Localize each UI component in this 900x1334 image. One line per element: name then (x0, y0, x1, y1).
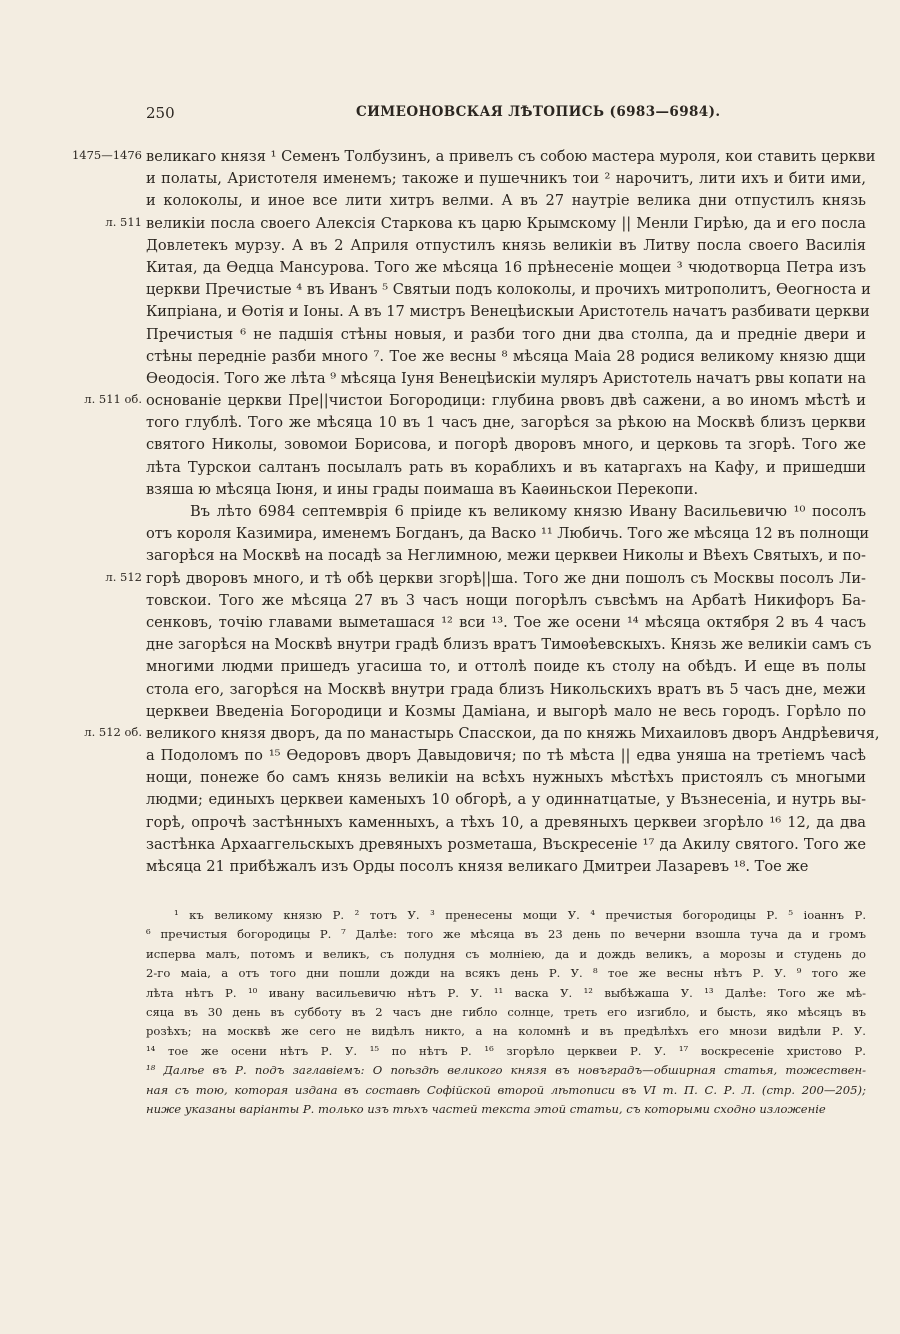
margin-note: 1475—1476 (71, 148, 142, 162)
text-line: многими людми пришедъ угасиша то, и оттолѣ поиде къ столу на обѣдъ. И еще въ полы (146, 658, 866, 676)
margin-note: л. 511 (105, 214, 142, 229)
text-line: церкви Пречистые ⁴ въ Иванъ ⁵ Святыи подъ колоколы, и прочихъ митрополитъ, Ѳеогноста и (146, 281, 871, 299)
footnote-line: ная съ тою, которая издана въ составѣ Софійской второй лѣтописи въ VI т. П. С. Р. Л. (стр. 200—205); (146, 1082, 866, 1097)
text-line: церквеи Введеніа Богородици и Козмы Даміана, и выгорѣ мало не весь городъ. Горѣло по (146, 702, 866, 720)
text-line: лѣта Турскои салтанъ посылалъ рать въ кораблихъ и въ катаргахъ на Кафу, и пришедши (146, 458, 866, 476)
margin-note: л. 511 об. (84, 392, 142, 407)
text-line: нощи, понеже бо самъ князь великіи на всѣхъ нужныхъ мѣстѣхъ пристоялъ съ многыми (146, 769, 866, 787)
text-line: сенковъ, точію главами выметашася ¹² вси ¹³. Тое же осени ¹⁴ мѣсяца октября 2 въ 4 часъ (146, 613, 866, 631)
text-line: горѣ дворовъ много, и тѣ обѣ церкви згорѣ||ша. Того же дни пошолъ съ Москвы посолъ Ли- (146, 569, 866, 587)
text-line: Кипріана, и Ѳотія и Іоны. А въ 17 мистръ Венецѣискыи Аристотель начатъ разбивати церкви (146, 303, 870, 321)
text-line: Китая, да Ѳедца Мансурова. Того же мѣсяца 16 прѣнесеніе мощеи ³ чюдотворца Петра изъ (146, 258, 866, 276)
footnote-line: ¹⁸ Далѣе въ Р. подъ заглавіемъ: О поѣздѣ великого князя въ новъградъ—обширная статья, тожествен- (146, 1063, 866, 1078)
text-line: стѣны передніе разби много ⁷. Тое же весны ⁸ мѣсяца Маіа 28 родися великому князю дщи (146, 347, 866, 365)
chronicle-text (146, 146, 880, 878)
text-line: святого Николы, зовомои Борисова, и погорѣ дворовъ много, и церковь та згорѣ. Того же (146, 436, 866, 454)
running-title: СИМЕОНОВСКАЯ ЛѢТОПИСЬ (6983—6984). (356, 104, 721, 120)
text-line: людми; единыхъ церквеи каменыхъ 10 обгорѣ, а у одиннатцатые, у Възнесеніа, и нутрь вы- (146, 791, 866, 809)
text-line: основаніе церкви Пре||чистои Богородици: глубина рвовъ двѣ сажени, а во иномъ мѣстѣ и (146, 392, 866, 410)
text-line: и колоколы, и иное все лити хитръ велми. А въ 27 наутріе велика дни отпустилъ князь (146, 192, 866, 210)
footnote-line: розѣхъ; на москвѣ же сего не видѣлъ никто, а на коломнѣ и въ предѣлѣхъ его мнози видѣли Р. У. (146, 1024, 866, 1039)
footnote-line: исперва малъ, потомъ и великъ, съ полудня съ молніею, да и дождь великъ, а морозы и студень до (146, 946, 866, 961)
text-line: великаго князя ¹ Семенъ Толбузинъ, а привелъ съ собою мастера муроля, кои ставить церкви (146, 148, 876, 165)
text-line: дне загорѣся на Москвѣ внутри градѣ близъ вратъ Тимоѳѣевскыхъ. Князь же великіи самъ съ (146, 636, 872, 654)
page-number: 250 (146, 104, 175, 122)
footnote-line: ниже указаны варіанты Р. только изъ тѣхъ частей текста этой статьи, съ которыми сходно изложеніе (146, 1101, 826, 1116)
footnote-line: лѣта нѣтъ Р. ¹⁰ ивану васильевичю нѣтъ Р. У. ¹¹ васка У. ¹² выбѣжаша У. ¹³ Далѣе: Того же мѣ- (146, 985, 866, 1000)
text-line: Въ лѣто 6984 септемврія 6 пріиде къ великому князю Ивану Васильевичю ¹⁰ посолъ (190, 503, 866, 520)
margin-note: л. 512 (105, 569, 142, 584)
footnote-line: ⁶ пречистыя богородицы Р. ⁷ Далѣе: того же мѣсяца въ 23 день по вечерни взошла туча да и громъ (146, 927, 866, 942)
text-line: того глублѣ. Того же мѣсяца 10 въ 1 часъ дне, загорѣся за рѣкою на Москвѣ близъ церкви (146, 414, 866, 432)
text-line: великого князя дворъ, да по манастырь Спасскои, да по княжь Михаиловъ дворъ Андрѣевичя, (146, 724, 880, 742)
text-line: отъ короля Казимира, именемъ Богданъ, да Васко ¹¹ Любичь. Того же мѣсяца 12 въ полнощи (146, 525, 870, 543)
text-line: Ѳеодосія. Того же лѣта ⁹ мѣсяца Іуня Венецѣискіи муляръ Аристотель начатъ рвы копати на (146, 369, 867, 387)
text-line: мѣсяца 21 прибѣжалъ изъ Орды посолъ князя великаго Дмитреи Лазаревъ ¹⁸. Тое же (146, 858, 809, 875)
text-line: и полаты, Аристотеля именемъ; такоже и пушечникъ тои ² нарочитъ, лити ихъ и бити ими, (146, 170, 866, 188)
text-line: горѣ, опрочѣ застѣнныхъ каменныхъ, а тѣхъ 10, а древяныхъ церквеи згорѣло ¹⁶ 12, да два (146, 813, 866, 831)
text-line: стола его, загорѣся на Москвѣ внутри града близъ Никольскихъ вратъ въ 5 часъ дне, межи (146, 680, 866, 698)
footnote-line: сяца въ 30 день въ субботу въ 2 часъ дне гибло солнце, треть его изгибло, и бысть, яко мѣсяцъ въ (146, 1004, 866, 1019)
footnote-line: ¹ къ великому князю Р. ² тотъ У. ³ пренесены мощи У. ⁴ пречистыя богородицы Р. ⁵ іоаннъ Р. (174, 908, 866, 922)
text-line: товскои. Того же мѣсяца 27 въ 3 часъ нощи погорѣлъ съвсѣмъ на Арбатѣ Никифоръ Ба- (146, 591, 866, 609)
margin-note: л. 512 об. (84, 725, 142, 740)
footnote-line: ¹⁴ тое же осени нѣтъ Р. У. ¹⁵ по нѣтъ Р. ¹⁶ згорѣло церквеи Р. У. ¹⁷ воскресеніе христово Р. (146, 1043, 866, 1058)
text-line: а Подоломъ по ¹⁵ Ѳедоровъ дворъ Давыдовичя; по тѣ мѣста || едва уняша на третіемъ часѣ (146, 747, 866, 765)
footnotes (146, 906, 866, 1119)
text-line: Довлетекъ мурзу. А въ 2 Априля отпустилъ князь великіи въ Литву посла своего Василія (146, 236, 866, 254)
text-line: застѣнка Архааггельскыхъ древяныхъ розметаша, Въскресеніе ¹⁷ да Акилу святого. Того же (146, 835, 866, 853)
text-line: загорѣся на Москвѣ на посадѣ за Неглимною, межи церквеи Николы и Вѣехъ Святыхъ, и по- (146, 547, 866, 565)
footnote-line: 2-го маіа, а отъ того дни пошли дожди на всякъ день Р. У. ⁸ тое же весны нѣтъ Р. У. ⁹ того же (146, 966, 866, 981)
text-line: Пречистыя ⁶ не падшія стѣны новыя, и разби того дни два столпа, да и предніе двери и (146, 325, 866, 343)
text-line: великіи посла своего Алексія Старкова къ царю Крымскому || Менли Гирѣю, да и его посла (146, 214, 866, 232)
page-header (146, 104, 866, 130)
text-line: взяша ю мѣсяца Іюня, и ины грады поимаша въ Каѳиньскои Перекопи. (146, 480, 699, 498)
